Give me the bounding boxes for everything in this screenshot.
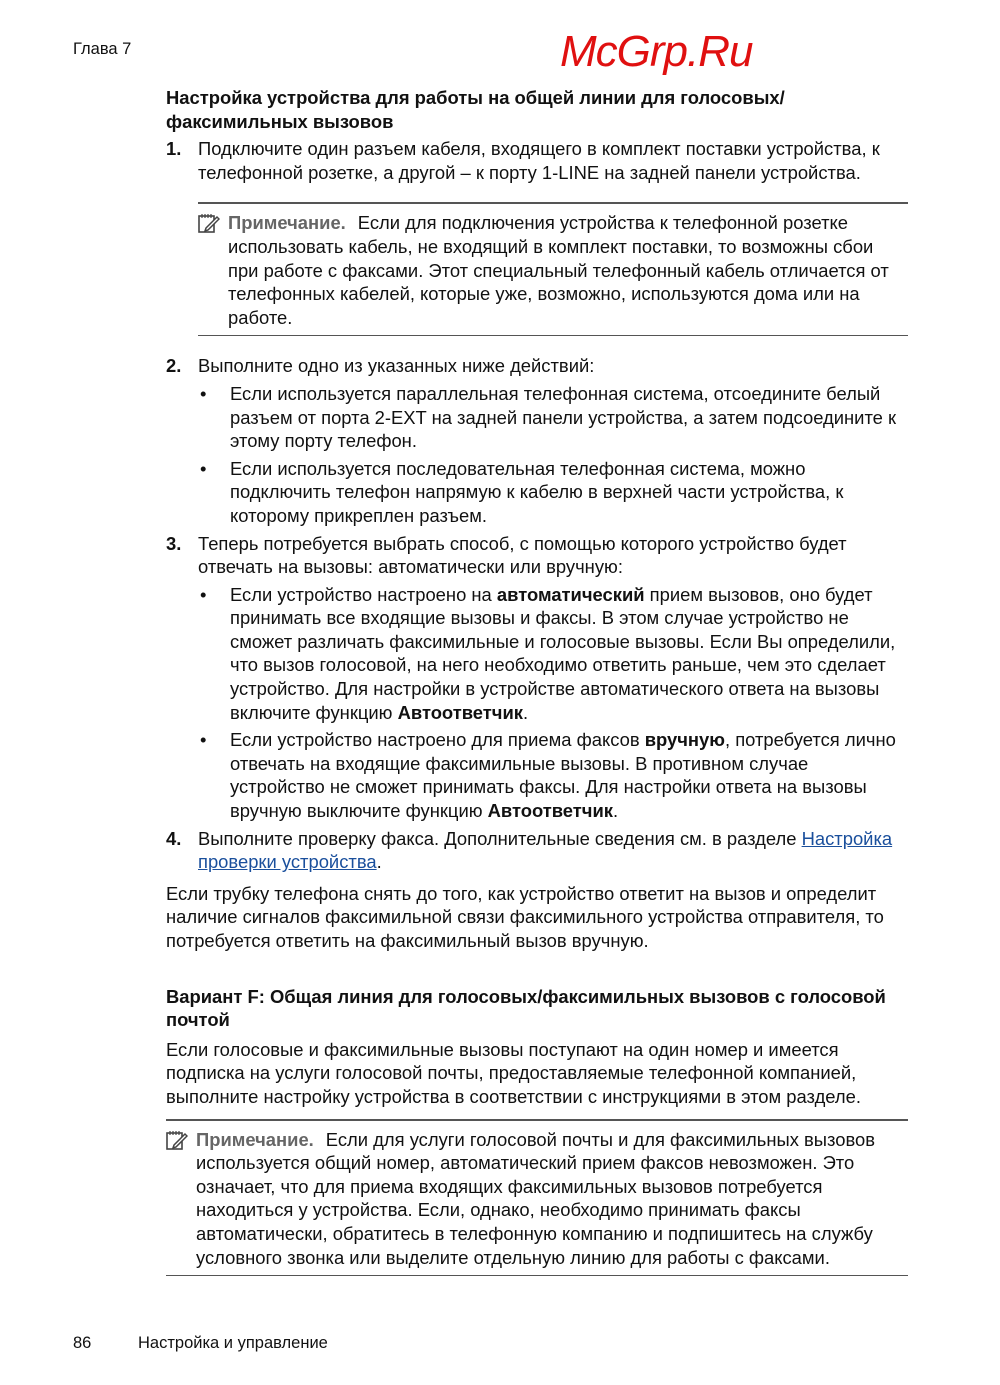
note-label: Примечание. bbox=[228, 212, 346, 234]
note-text: Если для услуги голосовой почты и для факсимильных вызовов используется общий номер, автоматический прием факсов невозможен. Это означает, что для приема входящих факсимильных вызовов потребуется находиться у устройства. Если, однако, необходимо принимать факсы автоматически, обратитесь в телефонную компанию и подпишитесь на службу условного звонка или выделите отдельную линию для работы с факсами. bbox=[196, 1128, 876, 1268]
note-icon bbox=[166, 1130, 188, 1150]
bullet-item bbox=[198, 583, 908, 725]
bold-term: автоматический bbox=[496, 583, 645, 605]
note-icon bbox=[198, 213, 220, 233]
step-text: Подключите один разъем кабеля, входящего в комплект поставки устройства, к телефонной розетке, а другой – к порту 1-LINE на задней панели устройства. bbox=[198, 138, 880, 183]
bullet-item bbox=[198, 728, 908, 822]
bullet-text: Если устройство настроено для приема факсов bbox=[230, 729, 645, 751]
bullet-text: . bbox=[522, 701, 529, 723]
bold-term: Автоответчик bbox=[487, 800, 613, 822]
step-3 bbox=[166, 532, 908, 823]
step-1 bbox=[166, 137, 908, 336]
note-text: Если для подключения устройства к телефонной розетке использовать кабель, не входящий в комплект поставки, то возможны сбои при работе с факсами. Этот специальный телефонный кабель отличается от телефонных кабелей, которые уже, возможно, используются дома или на работе. bbox=[228, 212, 889, 328]
section-title: Настройка устройства для работы на общей линии для голосовых/ факсимильных вызовов bbox=[166, 87, 785, 132]
bullet-icon: • bbox=[200, 729, 207, 751]
bullet-text: Если используется параллельная телефонная система, отсоедините белый разъем от порта 2-EXT на задней панели устройства, а затем подсоедините к этому порту телефон. bbox=[230, 382, 897, 452]
bullet-icon: • bbox=[200, 382, 207, 404]
step-number: 2. bbox=[166, 355, 182, 377]
bold-term: Автоответчик bbox=[397, 701, 523, 723]
step-4 bbox=[166, 827, 908, 874]
footer-section: Настройка и управление bbox=[138, 1334, 328, 1353]
watermark: McGrp.Ru bbox=[560, 27, 753, 76]
step-text bbox=[198, 827, 908, 874]
bullet-icon: • bbox=[200, 583, 207, 605]
step-text: Теперь потребуется выбрать способ, с помощью которого устройство будет отвечать на вызовы: автоматически или вручную: bbox=[198, 532, 847, 578]
step-number: 4. bbox=[166, 827, 182, 849]
bullet-text: прием вызовов, оно будет принимать все входящие вызовы и факсы. В этом случае устройство не сможет различать факсимильные и голосовые вызовы. Если Вы определили, что вызов голосовой, на него необходимо ответить раньше, чем это сделает устройство. Для настройки в устройстве автоматического ответа на вызовы включите функцию bbox=[230, 583, 896, 723]
bullet-text: . bbox=[613, 800, 619, 822]
note-label: Примечание. bbox=[196, 1128, 314, 1150]
section-title: Вариант F: Общая линия для голосовых/факсимильных вызовов с голосовой почтой bbox=[166, 985, 886, 1031]
test-setup-link[interactable]: Настройка проверки устройства bbox=[198, 827, 893, 873]
page-number: 86 bbox=[73, 1334, 92, 1353]
note-box bbox=[166, 1119, 908, 1277]
bullet-item bbox=[198, 457, 908, 528]
bold-term: вручную bbox=[644, 729, 725, 751]
bullet-item bbox=[198, 382, 908, 453]
page-content bbox=[166, 0, 908, 1276]
closing-paragraph: Если трубку телефона снять до того, как устройство ответит на вызов и определит наличие сигналов факсимильной связи факсимильного устройства отправителя, то потребуется ответить на факсимильный вызов вручную. bbox=[166, 882, 884, 951]
intro-paragraph: Если голосовые и факсимильные вызовы поступают на один номер и имеется подписка на услуги голосовой почты, предоставляемые телефонной компанией, выполните настройку устройства в соответствии с инструкциями в этом разделе. bbox=[166, 1038, 861, 1107]
step-number: 3. bbox=[166, 532, 182, 554]
bullet-text: Если используется последовательная телефонная система, можно подключить телефон напрямую к кабелю в верхней части устройства, к которому прикреплен разъем. bbox=[230, 457, 844, 526]
step-text: Выполните одно из указанных ниже действий: bbox=[198, 355, 595, 377]
step-text-part: . bbox=[376, 851, 382, 873]
bullet-text: Если устройство настроено на bbox=[230, 583, 497, 605]
step-2 bbox=[166, 354, 908, 527]
chapter-header: Глава 7 bbox=[73, 40, 132, 58]
note-box bbox=[198, 202, 908, 336]
bullet-icon: • bbox=[200, 457, 207, 479]
step-number: 1. bbox=[166, 138, 182, 160]
page-footer bbox=[0, 1332, 1000, 1356]
step-text-part: Выполните проверку факса. Дополнительные сведения см. в разделе bbox=[198, 827, 802, 849]
bullet-text: , потребуется лично отвечать на входящие факсимильные вызовы. В противном случае устройство не сможет принимать факсы. Для настройки ответа на вызовы вручную выключите функцию bbox=[230, 729, 896, 822]
